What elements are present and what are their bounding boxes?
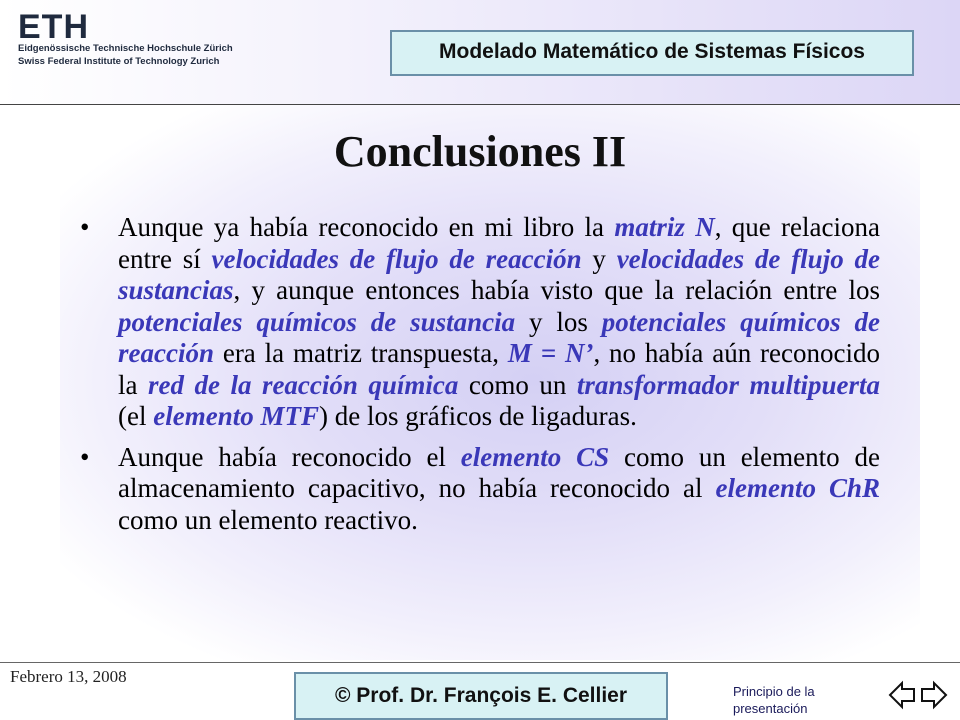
bullet-item-2 [80, 442, 880, 537]
bullet-text [118, 442, 880, 535]
arrow-right-icon[interactable] [922, 683, 946, 707]
eth-logo-line2: Swiss Federal Institute of Technology Zurich [18, 56, 220, 67]
navigation-arrows [888, 678, 948, 712]
slide-date: Febrero 13, 2008 [10, 667, 127, 686]
highlighted-term: red de la reacción química [147, 369, 459, 400]
body-text: Aunque había reconocido el [118, 441, 461, 472]
start-link-line1: Principio de la [733, 684, 815, 699]
body-text: y [581, 243, 617, 274]
arrow-left-icon[interactable] [890, 683, 914, 707]
copyright-text: © Prof. Dr. François E. Cellier [334, 684, 628, 707]
bullet-text [118, 212, 880, 431]
start-of-presentation-link[interactable] [733, 683, 815, 717]
body-text: , no había aún reconocido la [118, 338, 880, 400]
start-link-line2: presentación [733, 701, 808, 716]
highlighted-term: matriz N [614, 212, 715, 242]
body-text: (el [118, 401, 154, 431]
copyright-box [294, 672, 668, 720]
body-text: como un elemento de almacenamiento capacitivo, no había reconocido al [118, 441, 880, 503]
highlighted-term: elemento CS [460, 441, 610, 472]
body-text: ) de los gráficos de ligaduras. [318, 401, 637, 431]
body-text: era la matriz transpuesta, [213, 338, 508, 368]
highlighted-term: transformador multipuerta [576, 369, 880, 400]
bullet-marker: • [80, 441, 90, 472]
slide-title: Conclusiones II [333, 127, 627, 176]
highlighted-term: elemento ChR [715, 473, 881, 503]
body-text: y los [515, 306, 602, 337]
highlighted-term: elemento MTF [153, 401, 319, 431]
course-title: Modelado Matemático de Sistemas Físicos [439, 40, 865, 63]
bullet-item-1 [80, 212, 880, 433]
body-text: como un [458, 369, 577, 400]
highlighted-term: velocidades de flujo de sustancias [118, 243, 880, 305]
body-text: como un elemento reactivo. [118, 504, 418, 535]
body-text: Aunque ya había reconocido en mi libro la [118, 212, 615, 242]
eth-logo-word: ETH [18, 8, 89, 46]
footer-divider [0, 662, 960, 663]
highlighted-term: velocidades de flujo de reacción [211, 243, 582, 274]
body-text: , y aunque entonces había visto que la relación entre los [233, 275, 880, 305]
bullet-marker: • [80, 212, 90, 242]
highlighted-term: M = N’ [507, 338, 594, 368]
highlighted-term: potenciales químicos de sustancia [118, 306, 516, 337]
highlighted-term: potenciales químicos de reacción [118, 306, 881, 368]
slide-content [80, 212, 880, 545]
eth-logo [18, 8, 233, 68]
eth-logo-line1: Eidgenössische Technische Hochschule Zürich [18, 43, 233, 54]
body-text: , que relaciona entre sí [118, 212, 880, 274]
